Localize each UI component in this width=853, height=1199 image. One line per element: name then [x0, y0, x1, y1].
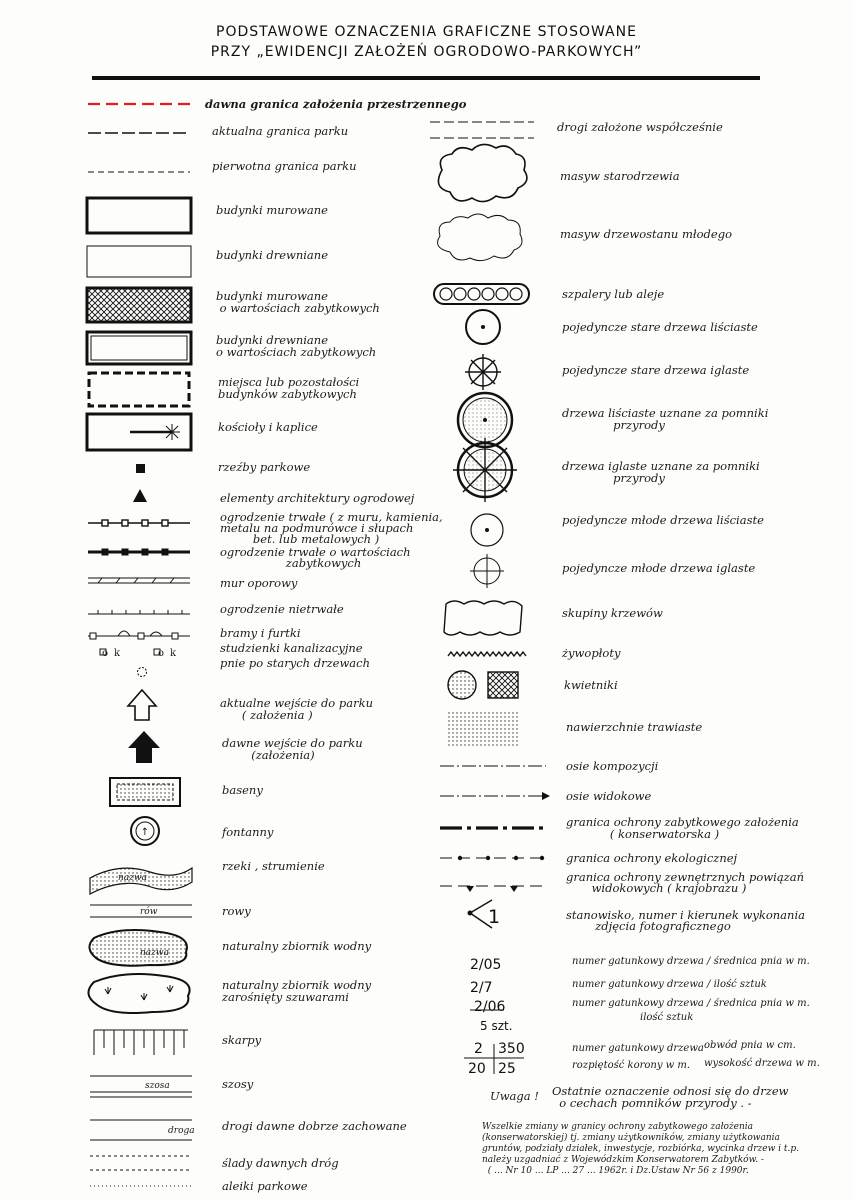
historic-fence-symbol	[88, 549, 190, 555]
river-name-label: nazwa	[118, 873, 147, 883]
old-conifer-tree-symbol	[465, 354, 501, 390]
road2-name-label: droga	[168, 1126, 195, 1136]
right-label-10: skupiny krzewów	[562, 606, 663, 620]
right-label-13: nawierzchnie trawiaste	[566, 720, 703, 734]
right-label-11: żywopłoty	[562, 646, 621, 660]
left-label-6: budynki drewniane o wartościach zabytkowych	[216, 333, 377, 359]
right-label-8: pojedyncze młode drzewa liściaste	[562, 513, 764, 527]
pond-name-label: nazwa	[140, 948, 169, 958]
left-label-15: bramy i furtki	[220, 626, 301, 640]
gate-symbol	[88, 631, 190, 639]
note-text: Ostatnie oznaczenie odnosi się do drzew o cechach pomników przyrody . -	[552, 1084, 789, 1110]
title-line-2: PRZY „EWIDENCJI ZAŁOŻEŃ OGRODOWO-PARKOWYCH”	[210, 44, 643, 60]
pond2-name-label	[140, 993, 169, 1005]
left-label-22: rzeki , strumienie	[222, 859, 325, 873]
retaining-wall-symbol	[88, 578, 190, 583]
lawn-symbol	[446, 712, 518, 746]
left-label-27: szosy	[222, 1077, 254, 1091]
former-entrance-symbol	[128, 731, 160, 763]
left-symbols	[80, 0, 280, 1199]
left-label-30: aleiki parkowe	[222, 1179, 308, 1193]
left-label-18: aktualne wejście do parku ( założenia )	[220, 696, 373, 722]
temporary-fence-symbol	[88, 610, 190, 614]
gate-o2-label: o	[158, 648, 165, 659]
example-4-text-3: rozpiętość korony w m.	[572, 1060, 691, 1071]
left-label-16: studzienki kanalizacyjne	[220, 641, 363, 655]
left-label-8: kościoły i kaplice	[218, 420, 318, 434]
right-label-2: masyw drzewostanu młodego	[560, 227, 733, 241]
left-label-11: ogrodzenie trwałe ( z muru, kamienia, metalu na podmurówce i słupach bet. lub metalowych )	[220, 510, 443, 546]
example-4-text-4: wysokość drzewa w m.	[704, 1058, 820, 1069]
example-4-text-2: obwód pnia w cm.	[704, 1040, 796, 1051]
left-label-3: budynki murowane	[216, 203, 328, 217]
shrub-group-symbol	[444, 601, 522, 635]
flowerbed-square-symbol	[488, 672, 518, 698]
left-label-10: elementy architektury ogrodowej	[220, 491, 415, 505]
stump-symbol	[138, 668, 147, 677]
left-label-26: skarpy	[222, 1033, 262, 1047]
current-entrance-symbol	[128, 690, 156, 720]
right-label-4: pojedyncze stare drzewa liściaste	[562, 320, 758, 334]
monument-conifer-tree-symbol	[453, 438, 517, 502]
example-2-number: 2/7	[470, 980, 493, 996]
left-label-19: dawne wejście do parku (założenia)	[222, 736, 363, 762]
right-label-5: pojedyncze stare drzewa iglaste	[562, 363, 750, 377]
right-label-17: granica ochrony ekologicznej	[566, 851, 738, 865]
old-stand-symbol	[438, 144, 526, 201]
right-label-16: granica ochrony zabytkowego założenia ( konserwatorska )	[566, 815, 799, 841]
example-4-top-right: 350	[498, 1041, 525, 1057]
left-label-7: miejsca lub pozostałości budynków zabytkowych	[218, 375, 360, 401]
example-3-text: numer gatunkowy drzewa / średnica pnia w m.	[572, 998, 810, 1009]
right-label-7: drzewa iglaste uznane za pomniki przyrody	[562, 459, 760, 485]
example-3-number-bottom: 5 szt.	[480, 1019, 513, 1033]
left-label-1: aktualna granica parku	[212, 124, 349, 138]
hedge-symbol	[448, 652, 526, 656]
gate-o-label: o	[102, 648, 109, 659]
left-label-2: pierwotna granica parku	[212, 159, 357, 173]
left-label-14: ogrodzenie nietrwałe	[220, 602, 344, 616]
left-label-12: ogrodzenie trwałe o wartościach zabytkowych	[220, 545, 411, 570]
example-3-subtext: ilość sztuk	[640, 1012, 694, 1023]
left-label-24: naturalny zbiornik wodny	[222, 939, 372, 953]
left-label-25: naturalny zbiornik wodny zarośnięty szuwarami	[222, 978, 372, 1004]
example-1-number: 2/05	[470, 957, 502, 973]
right-label-0: drogi założone współcześnie	[557, 120, 723, 134]
left-label-0: dawna granica założenia przestrzennego	[205, 97, 467, 111]
example-4-bottom-left: 20	[468, 1061, 486, 1077]
example-4-text-1: numer gatunkowy drzewa	[572, 1043, 704, 1054]
young-stand-symbol	[438, 214, 522, 261]
road1-name-label: szosa	[145, 1081, 170, 1091]
left-label-9: rzeźby parkowe	[218, 460, 311, 474]
left-label-4: budynki drewniane	[216, 248, 328, 262]
right-label-19: stanowisko, numer i kierunek wykonania zdjęcia fotograficznego	[566, 908, 805, 933]
historic-wooden-building-symbol	[87, 332, 191, 364]
left-label-21: fontanny	[222, 825, 274, 839]
young-conifer-tree-symbol	[470, 554, 504, 588]
right-label-1: masyw starodrzewia	[560, 169, 680, 183]
sculpture-symbol	[136, 464, 145, 473]
flowerbed-round-symbol	[448, 671, 476, 699]
gate-k2-label: k	[170, 648, 177, 659]
svg-text:↑: ↑	[140, 827, 150, 838]
building-remains-symbol	[89, 373, 189, 406]
wooden-building-symbol	[87, 246, 191, 277]
garden-architecture-symbol	[133, 489, 147, 502]
right-label-6: drzewa liściaste uznane za pomniki przyrody	[562, 406, 769, 432]
permanent-fence-symbol	[88, 520, 190, 526]
example-2-text: numer gatunkowy drzewa / ilość sztuk	[572, 979, 767, 990]
historic-masonry-building-symbol	[87, 288, 191, 322]
right-label-12: kwietniki	[564, 678, 618, 692]
right-label-9: pojedyncze młode drzewa iglaste	[562, 561, 756, 575]
pond-symbol	[89, 930, 186, 966]
masonry-building-symbol	[87, 198, 191, 233]
left-label-13: mur oporowy	[220, 576, 298, 590]
example-4-bottom-right: 25	[498, 1061, 516, 1077]
left-label-17: pnie po starych drzewach	[220, 656, 370, 670]
title-line-1: PODSTAWOWE OZNACZENIA GRAFICZNE STOSOWANE	[216, 24, 637, 40]
example-1-text: numer gatunkowy drzewa / średnica pnia w m.	[572, 956, 810, 967]
left-label-23: rowy	[222, 904, 251, 918]
ditch-name-label: rów	[140, 907, 158, 917]
example-3-number-top: 2/06	[474, 999, 506, 1015]
footer-note: Wszelkie zmiany w granicy ochrony zabytkowego założenia (konserwatorskiej) tj. zmiany użytkowników, zmiany użytkowania gruntów, podziały działek, inwestycje, rozbiórka, wycinka drzew i t.p. należy uzgadniać z Wojewódzkim Konserwatorem Zabytków. - ( ... Nr 10 ... LP ... 27 ... 1962r. i Dz.Ustaw Nr 56 z 1990r.	[482, 1122, 799, 1176]
gate-k-label: k	[114, 648, 121, 659]
left-label-28: drogi dawne dobrze zachowane	[222, 1119, 407, 1133]
left-label-29: ślady dawnych dróg	[222, 1156, 339, 1170]
escarpment-symbol	[94, 1030, 188, 1055]
right-label-18: granica ochrony zewnętrznych powiązań widokowych ( krajobrazu )	[566, 870, 804, 895]
right-label-15: osie widokowe	[566, 789, 652, 803]
left-label-20: baseny	[222, 783, 263, 797]
right-label-14: osie kompozycji	[566, 759, 659, 773]
right-label-3: szpalery lub aleje	[562, 287, 665, 301]
note-label: Uwaga !	[490, 1089, 539, 1103]
left-label-5: budynki murowane o wartościach zabytkowych	[216, 289, 380, 315]
example-4-top-left: 2	[474, 1041, 483, 1057]
photo-station-number: 1	[488, 906, 501, 928]
